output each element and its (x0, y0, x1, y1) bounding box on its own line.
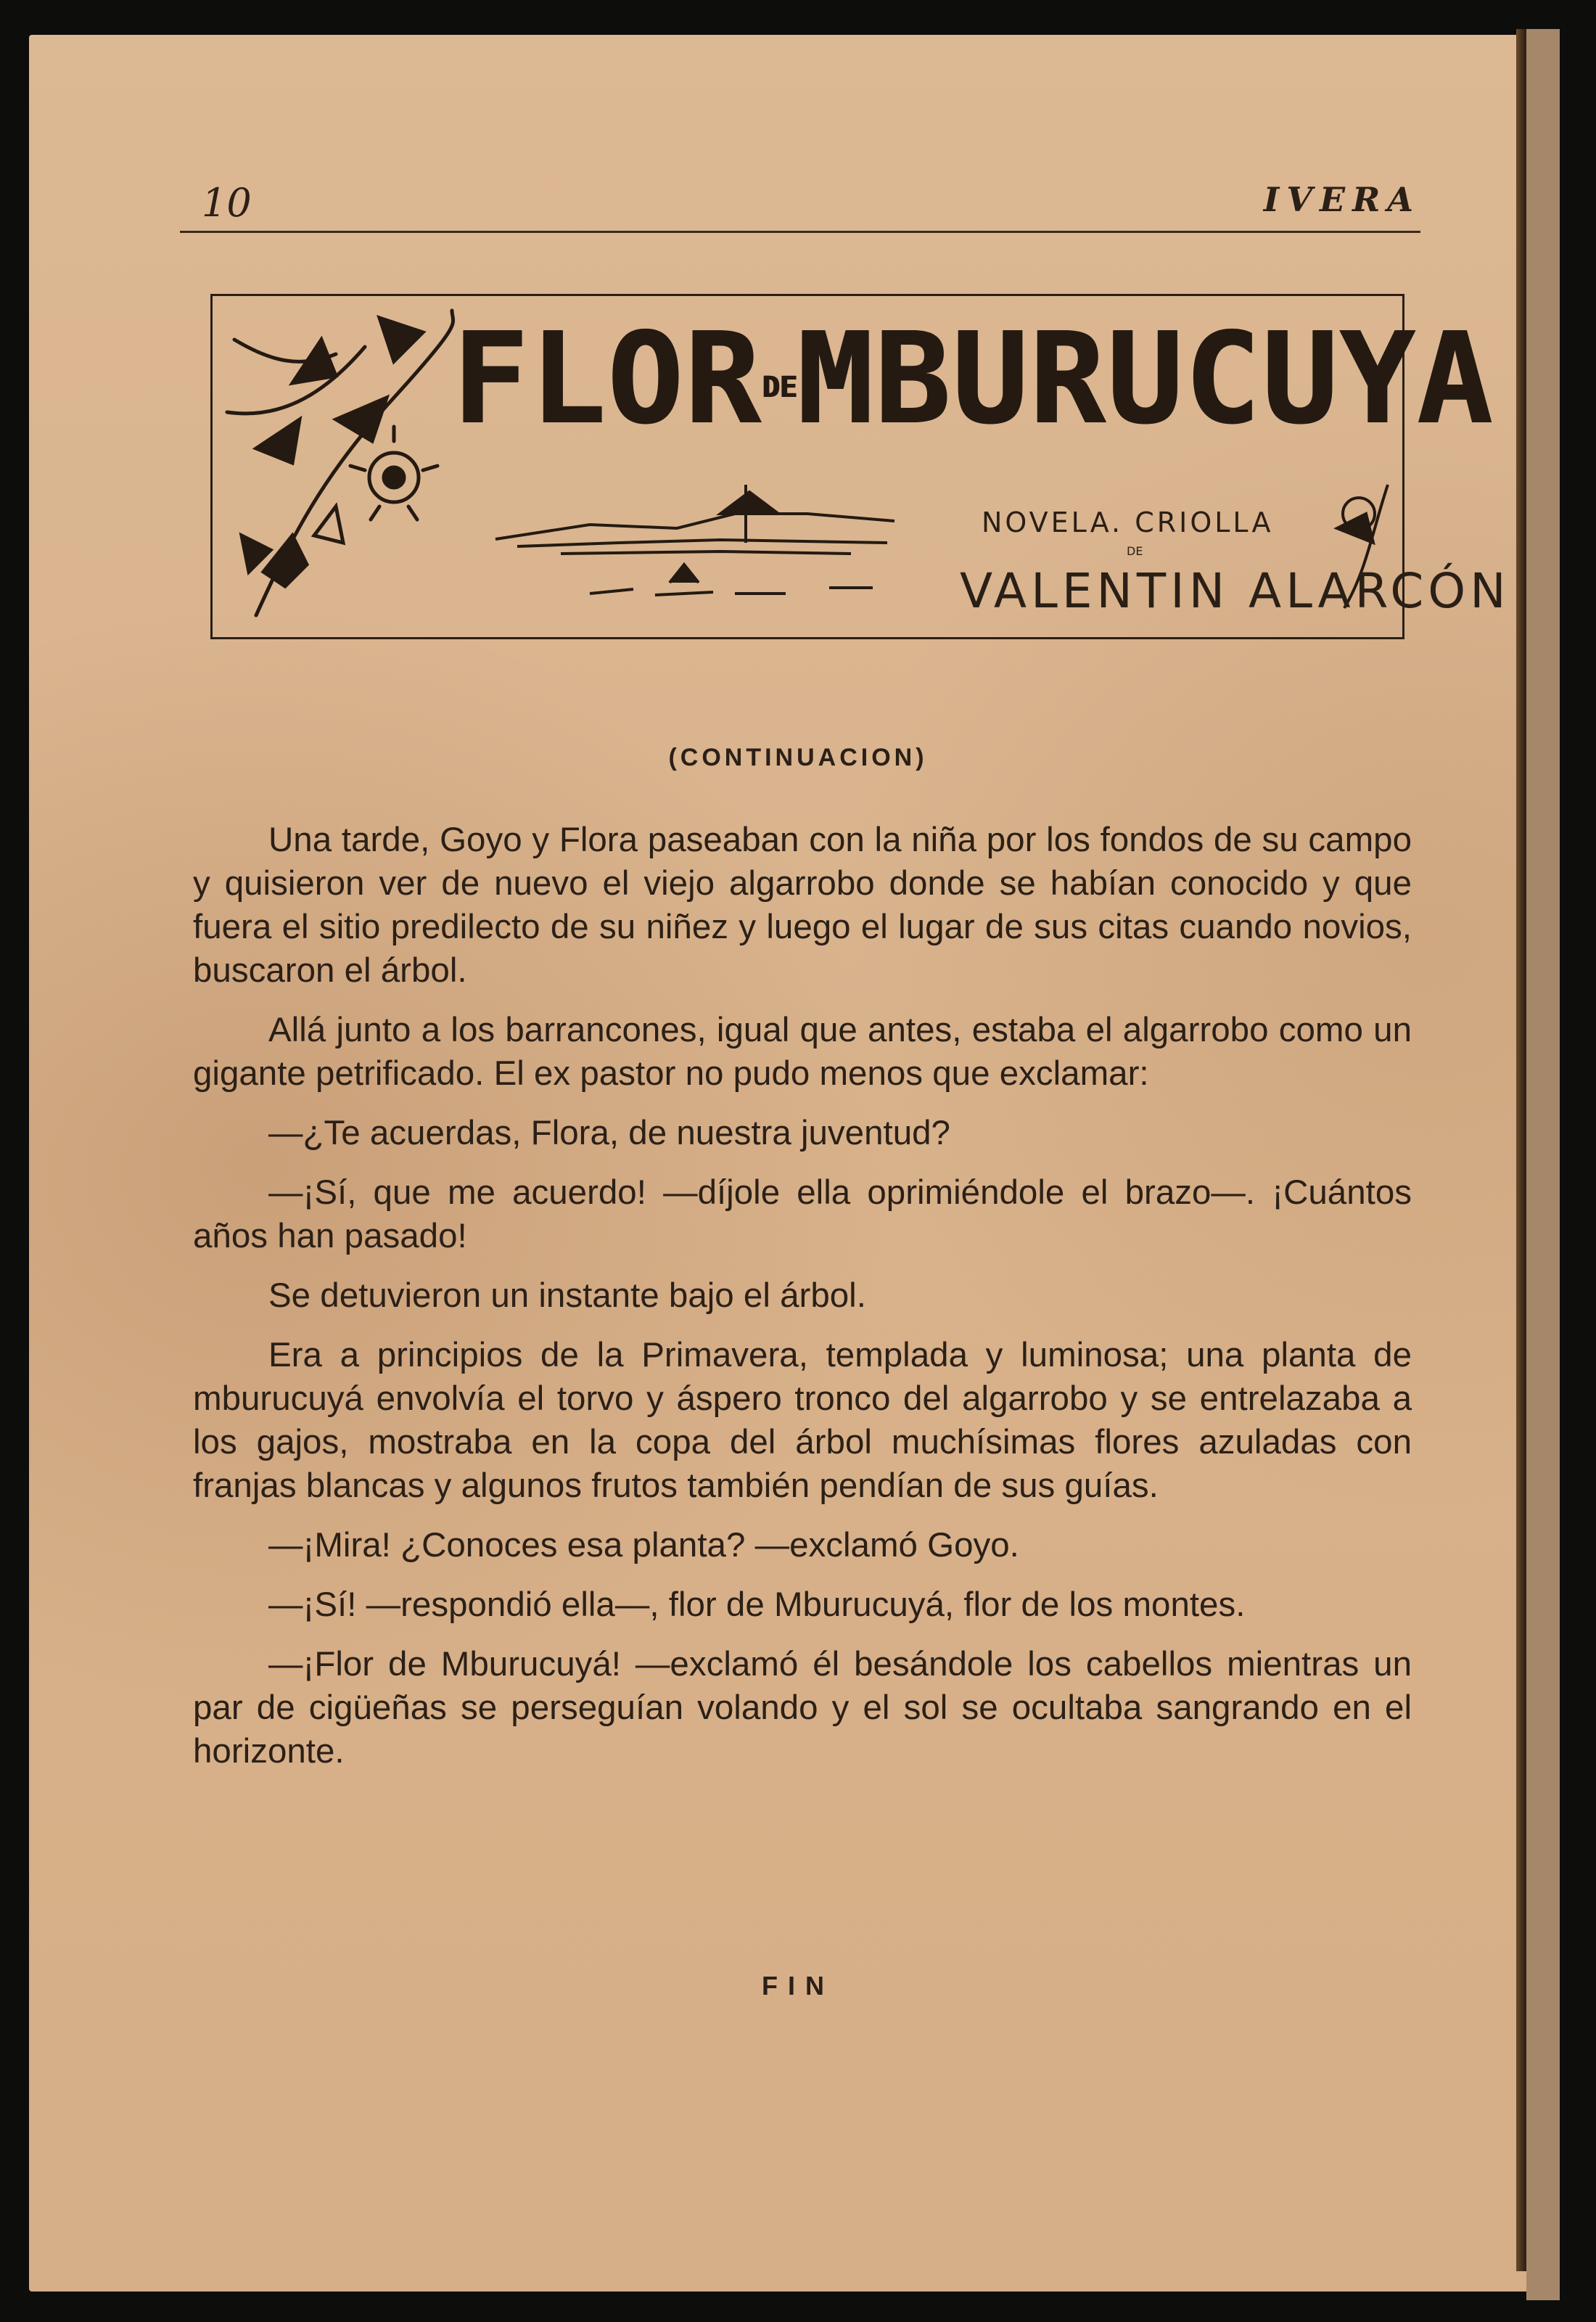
paragraph: Allá junto a los barrancones, igual que antes, estaba el algarrobo como un gigante petrificado. El ex pastor no pudo menos que exclamar: (193, 1011, 1412, 1093)
banner-title (452, 303, 1494, 456)
page-number: 10 (202, 180, 252, 226)
next-page-edge (1526, 29, 1560, 2300)
paragraph: —¡Flor de Mburucuyá! —exclamó él besándole los cabellos mientras un par de cigüeñas se perseguían volando y el sol se ocultaba sangrando en el horizonte. (193, 1645, 1412, 1771)
article-body (193, 819, 1412, 1789)
banner-title-part2: MBURUCUYA (797, 305, 1494, 453)
paragraph: —¡Mira! ¿Conoces esa planta? —exclamó Goyo. (268, 1526, 1019, 1564)
paragraph: Era a principios de la Primavera, templada y luminosa; una planta de mburucuyá envolvía el torvo y áspero tronco del algarrobo y se entrelazaba a los gajos, mostraba en la copa del árbol muchísimas flores azuladas con franjas blancas y algunos frutos también pendían de sus guías. (193, 1336, 1412, 1505)
paragraph: Se detuvieron un instante bajo el árbol. (268, 1276, 866, 1315)
paragraph: Una tarde, Goyo y Flora paseaban con la niña por los fondos de su campo y quisieron ver de nuevo el viejo algarrobo donde se habían conocido y que fuera el sitio predilecto de su niñez y luego el lugar de sus citas cuando novios, buscaron el árbol. (193, 821, 1412, 990)
passionflower-vine-illustration (227, 311, 453, 615)
end-label: FIN (762, 1971, 834, 2001)
paragraph: —¡Sí, que me acuerdo! —díjole ella oprimiéndole el brazo—. ¡Cuántos años han pasado! (193, 1173, 1412, 1255)
continuation-label: (CONTINUACION) (668, 744, 928, 771)
paragraph: —¿Te acuerdas, Flora, de nuestra juventud? (268, 1114, 950, 1152)
page-header (180, 180, 1420, 233)
magazine-name: IVERA (1263, 180, 1420, 219)
landscape-illustration (495, 485, 894, 595)
paragraph: —¡Sí! —respondió ella—, flor de Mburucuyá, flor de los montes. (268, 1585, 1246, 1624)
banner-genre: NOVELA. CRIOLLA (982, 506, 1274, 538)
banner-title-part1: FLOR (452, 305, 762, 453)
title-banner (210, 294, 1510, 639)
banner-title-connector: DE (762, 371, 797, 405)
banner-by: DE (1127, 544, 1143, 558)
page-fold-shadow (1516, 29, 1526, 2271)
banner-author: VALENTIN ALARCÓN (960, 563, 1510, 619)
